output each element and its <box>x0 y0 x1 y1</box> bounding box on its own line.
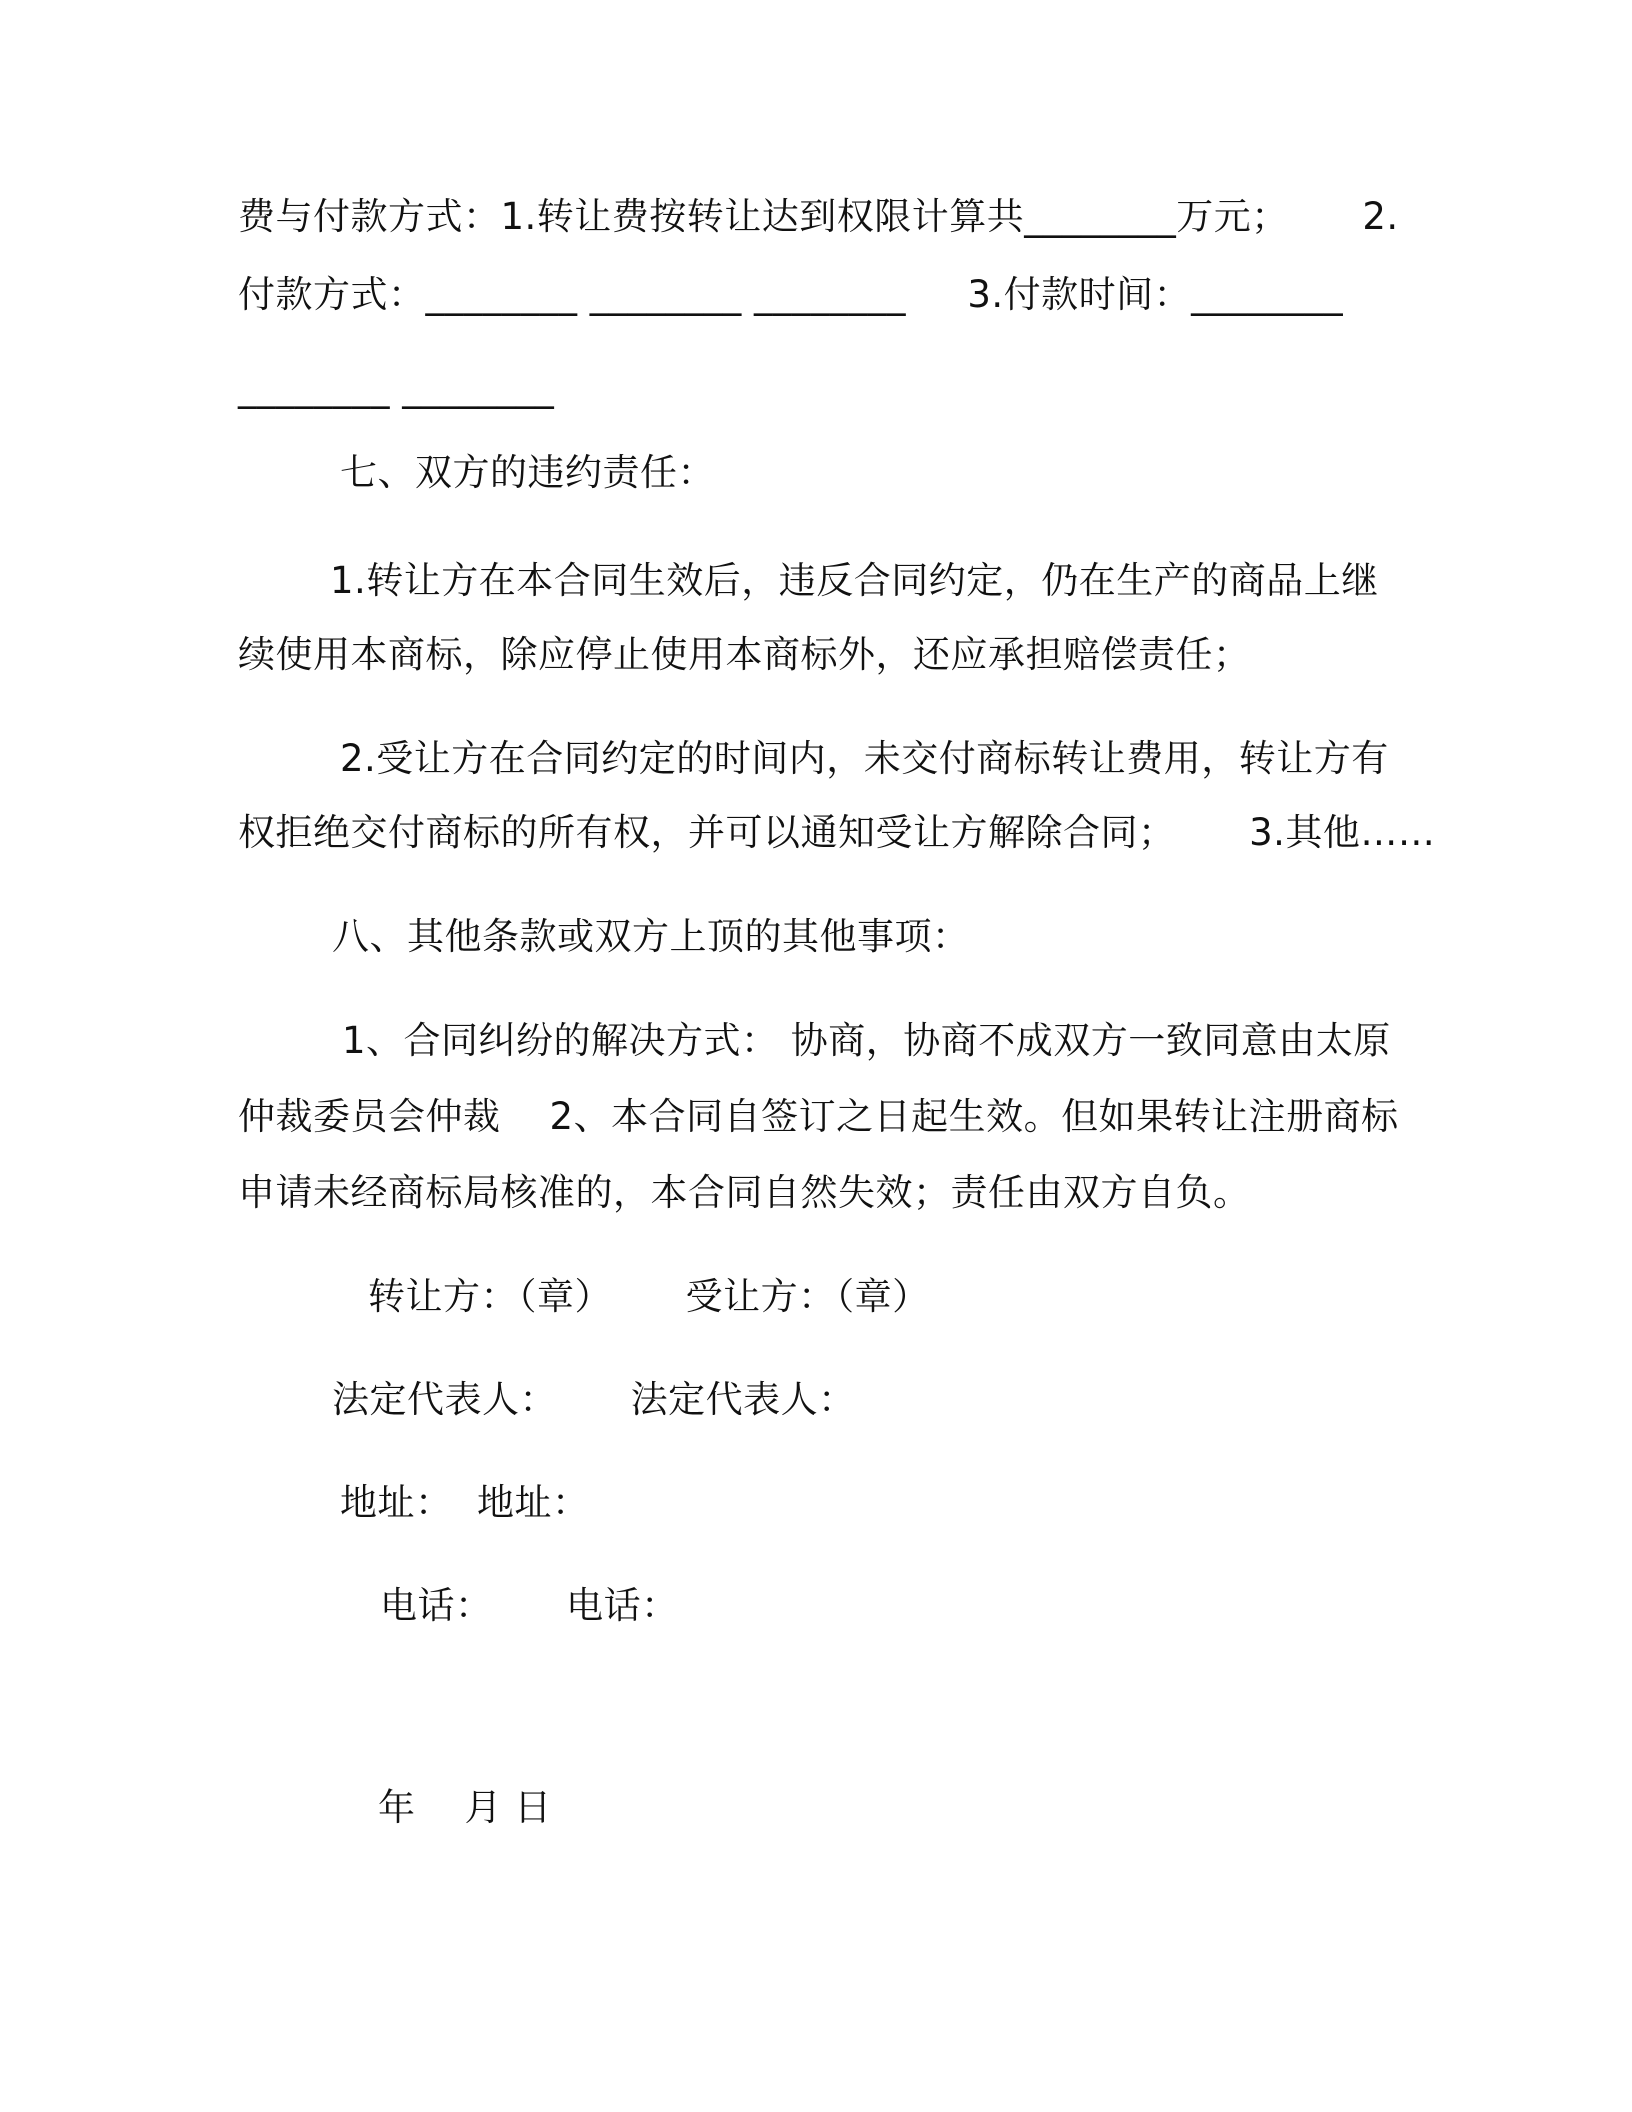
phone-line: 电话： 电话： <box>380 1584 679 1627</box>
payment-line-2: 付款方式：________ ________ ________ 3.付款时间：________ <box>238 273 1344 316</box>
section-8-item-1-line-2: 仲裁委员会仲裁 2、本合同自签订之日起生效。但如果转让注册商标 <box>238 1095 1399 1138</box>
date-line: 年 月 日 <box>378 1786 552 1829</box>
section-7-item-2-line-2: 权拒绝交付商标的所有权，并可以通知受让方解除合同； 3.其他…… <box>238 811 1436 854</box>
section-7-item-1-line-2: 续使用本商标，除应停止使用本商标外，还应承担赔偿责任； <box>238 633 1251 676</box>
address-line: 地址： 地址： <box>340 1481 590 1524</box>
seal-line: 转让方：（章） 受让方：（章） <box>368 1275 930 1318</box>
section-7-item-2-line-1: 2.受让方在合同约定的时间内，未交付商标转让费用，转让方有 <box>340 737 1389 780</box>
section-8-item-1-line-3: 申请未经商标局核准的，本合同自然失效；责任由双方自负。 <box>238 1171 1251 1214</box>
section-7-item-1-line-1: 1.转让方在本合同生效后，违反合同约定，仍在生产的商品上继 <box>330 559 1379 602</box>
payment-line-1: 费与付款方式：1.转让费按转让达到权限计算共________万元； 2. <box>238 195 1399 238</box>
section-8-item-1-line-1: 1、合同纠纷的解决方式： 协商，协商不成双方一致同意由太原 <box>342 1019 1391 1062</box>
section-7-heading: 七、双方的违约责任： <box>340 451 715 494</box>
section-8-heading: 八、其他条款或双方上顶的其他事项： <box>332 915 970 958</box>
payment-line-3: ________ ________ <box>238 366 555 409</box>
legal-representative-line: 法定代表人： 法定代表人： <box>332 1378 856 1421</box>
